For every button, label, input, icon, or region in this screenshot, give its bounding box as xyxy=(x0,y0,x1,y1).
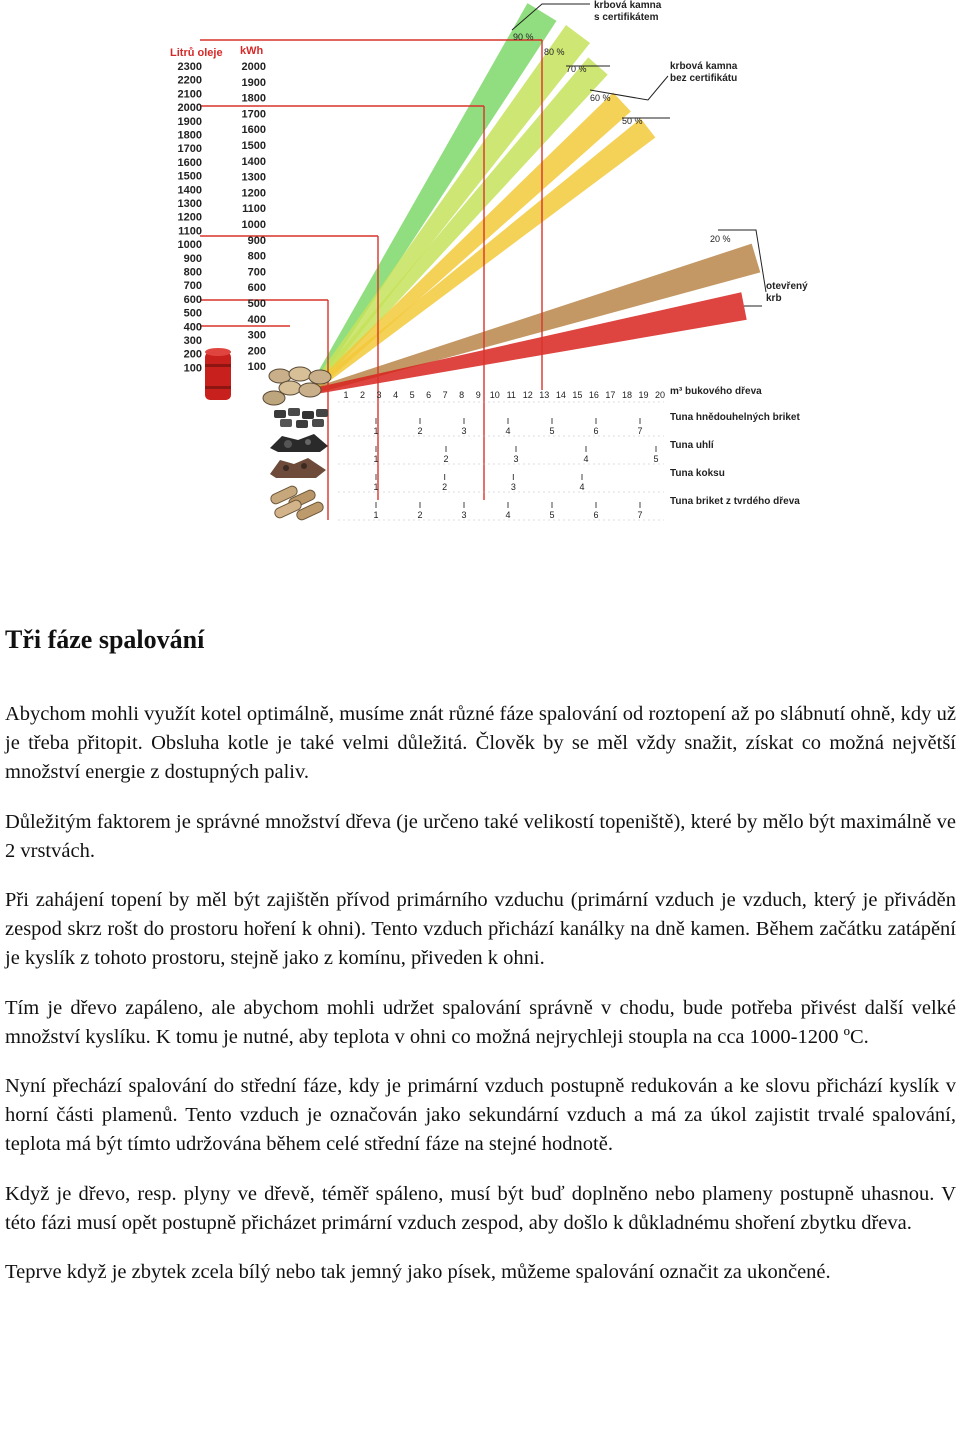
fuel-tick: 1 xyxy=(343,390,349,400)
certified-stove-label-2: s certifikátem xyxy=(594,12,659,23)
fuel-row-label: m³ bukového dřeva xyxy=(670,386,762,397)
liters-tick: 900 xyxy=(183,252,202,265)
fuel-tick: 8 xyxy=(459,390,465,400)
fuel-tick: 19 xyxy=(638,390,649,400)
paragraph-2: Důležitým faktorem je správné množství dřeva (je určeno také velikostí topeniště), které by mělo být maximálně ve 2 vrstvách. xyxy=(5,810,956,862)
fuel-tick: 1 xyxy=(373,510,379,520)
fuel-row-label: Tuna koksu xyxy=(670,468,725,479)
liters-tick: 2200 xyxy=(177,74,202,87)
liters-tick: 600 xyxy=(183,293,202,306)
paragraph-3: Při zahájení topení by měl být zajištěn přívod primárního vzduchu (primární vzduch je vzduch, který je přiváděn zespod skrz rošt do prostoru hoření k ohni). Tento vzduch přichází kanálky na dně kamen. Během začátku zatápění je kyslík z tohoto prostoru, stejně jako z komínu, přiveden k ohni. xyxy=(5,889,956,970)
coal-pile-icon xyxy=(270,434,328,452)
fuel-tick: 20 xyxy=(654,390,666,400)
fuel-tick: 3 xyxy=(461,510,467,520)
liters-oil-header: Litrů oleje xyxy=(170,47,223,59)
fuel-tick: 2 xyxy=(417,426,423,436)
paragraph-5: Nyní přechází spalování do střední fáze, kdy je primární vzduch postupně redukován a ke slovu přichází kyslík v horní části plamenů. Tento vzduch je označován jako sekundární vzduch a má za úkol zajistit trvalé spalování, teplota má být tímto udržována během celé střední fáze na stejné hodnotě. xyxy=(5,1075,956,1156)
liters-tick: 1300 xyxy=(177,198,202,210)
paragraph-4: Tím je dřevo zapáleno, ale abychom mohli udržet spalování správně v chodu, bude potřeba přivést další velké množství kyslíku. K tomu je nutné, aby teplota v ohni co možná nejrychleji stoupla na cca 1000-1200 ºC. xyxy=(5,996,956,1048)
liters-tick: 1000 xyxy=(177,239,202,252)
fuel-tick: 5 xyxy=(653,454,659,464)
open-fireplace-label-2: krb xyxy=(766,293,782,304)
percent-label-60: 60 % xyxy=(590,93,611,103)
fuel-tick: 3 xyxy=(376,390,382,400)
liters-tick: 1700 xyxy=(177,143,202,156)
liters-tick: 1400 xyxy=(177,184,202,197)
coke-pile-icon xyxy=(270,458,326,478)
uncertified-stove-label-1: krbová kamna xyxy=(670,61,738,72)
liters-tick: 1800 xyxy=(177,129,202,142)
kwh-tick: 700 xyxy=(247,266,266,279)
kwh-tick: 1500 xyxy=(241,140,266,152)
paragraph-1: Abychom mohli využít kotel optimálně, musíme znát různé fáze spalování od roztopení až po slábnutí ohně, kdy už je třeba přitopit. Obsluha kotle je také velmi důležitá. Člověk by se měl vždy snažit, získat co možná největší množství energie z dostupných paliv. xyxy=(5,703,956,784)
kwh-tick: 1300 xyxy=(241,171,266,184)
liters-tick: 1200 xyxy=(177,211,202,224)
fuel-tick: 1 xyxy=(373,482,379,492)
fuel-tick: 2 xyxy=(417,510,423,520)
fuel-tick: 7 xyxy=(637,510,643,520)
article-body xyxy=(5,700,956,1307)
percent-label-80: 80 % xyxy=(544,47,565,57)
fuel-tick: 18 xyxy=(621,390,632,400)
fuel-tick: 4 xyxy=(393,390,399,400)
fuel-tick: 9 xyxy=(475,390,481,400)
energy-comparison-figure xyxy=(170,0,820,524)
percent-label-20: 20 % xyxy=(710,234,731,244)
fuel-tick: 6 xyxy=(593,426,599,436)
kwh-tick: 800 xyxy=(247,250,266,263)
fuel-tick: 10 xyxy=(489,390,500,400)
fuel-tick: 16 xyxy=(588,390,599,400)
fuel-tick: 14 xyxy=(555,390,566,400)
fuel-tick: 13 xyxy=(539,390,550,400)
kwh-tick: 1000 xyxy=(241,219,266,231)
certified-stove-label-1: krbová kamna xyxy=(594,0,662,11)
section-heading: Tři fáze spalování xyxy=(5,625,205,654)
fuel-tick: 7 xyxy=(442,390,448,400)
kwh-tick: 1900 xyxy=(241,76,266,89)
kwh-tick: 200 xyxy=(247,345,266,358)
liters-tick: 2000 xyxy=(177,102,202,115)
fuel-row-label: Tuna uhlí xyxy=(670,440,714,451)
liters-tick: 2100 xyxy=(177,88,202,101)
paragraph-7: Teprve když je zbytek zcela bílý nebo tak jemný jako písek, můžeme spalování označit za ukončené. xyxy=(5,1261,831,1284)
fuel-scales xyxy=(338,386,800,520)
percent-label-70: 70 % xyxy=(566,64,587,74)
fuel-tick: 6 xyxy=(593,510,599,520)
oil-barrel-icon xyxy=(205,348,231,400)
kwh-tick: 100 xyxy=(247,361,266,374)
fuel-tick: 5 xyxy=(549,426,555,436)
fuel-tick: 4 xyxy=(505,510,511,520)
kwh-tick: 300 xyxy=(247,329,266,342)
kwh-tick: 600 xyxy=(247,282,266,295)
fuel-tick: 4 xyxy=(583,454,589,464)
fuel-tick: 2 xyxy=(360,390,366,400)
kwh-tick: 1200 xyxy=(241,187,266,200)
fuel-tick: 1 xyxy=(373,426,379,436)
percent-label-50: 50 % xyxy=(622,116,643,126)
liters-tick: 1100 xyxy=(178,225,202,238)
fuel-tick: 4 xyxy=(505,426,511,436)
fuel-tick: 1 xyxy=(373,454,379,464)
hardwood-briquettes-icon xyxy=(269,485,325,522)
fuel-tick: 7 xyxy=(637,426,643,436)
kwh-tick: 1800 xyxy=(241,92,266,105)
fuel-tick: 3 xyxy=(510,482,516,492)
fuel-tick: 12 xyxy=(522,390,533,400)
liters-tick: 300 xyxy=(183,335,202,347)
liters-tick: 1900 xyxy=(177,115,202,128)
kwh-tick: 1400 xyxy=(241,155,266,168)
kwh-tick: 1600 xyxy=(241,124,266,137)
kwh-tick: 2000 xyxy=(241,61,266,73)
kwh-tick: 900 xyxy=(247,234,266,247)
fuel-tick: 11 xyxy=(506,390,516,400)
fuel-tick: 3 xyxy=(513,454,519,464)
fuel-tick: 2 xyxy=(443,454,449,464)
fuel-tick: 2 xyxy=(442,482,448,492)
fuel-tick: 15 xyxy=(572,390,583,400)
fuel-row-label: Tuna briket z tvrdého dřeva xyxy=(670,496,800,507)
fuel-tick: 5 xyxy=(409,390,415,400)
fuel-row-label: Tuna hnědouhelných briket xyxy=(670,412,800,423)
figure-drawing xyxy=(170,0,820,524)
liters-tick: 700 xyxy=(183,280,202,293)
paragraph-6: Když je dřevo, resp. plyny ve dřevě, téměř spáleno, musí být buď doplněno nebo plameny postupně uhasnou. V této fázi musí opět postupně přicházet primární vzduch zespod, aby došlo k důkladnému shoření zbytku dřeva. xyxy=(5,1182,956,1234)
liters-scale xyxy=(178,61,202,374)
liters-tick: 500 xyxy=(183,307,202,320)
open-fireplace-label-1: otevřený xyxy=(766,281,808,292)
kwh-tick: 1100 xyxy=(242,203,266,216)
fuel-tick: 3 xyxy=(461,426,467,436)
kwh-tick: 400 xyxy=(247,313,266,326)
kwh-tick: 1700 xyxy=(241,108,266,121)
fuel-tick: 6 xyxy=(426,390,432,400)
kwh-header: kWh xyxy=(240,45,264,57)
percent-label-90: 90 % xyxy=(513,32,534,42)
liters-tick: 800 xyxy=(183,266,202,279)
kwh-tick: 500 xyxy=(247,298,266,310)
fuel-tick: 4 xyxy=(579,482,585,492)
liters-tick: 2300 xyxy=(177,61,202,73)
liters-tick: 1600 xyxy=(177,156,202,169)
liters-tick: 200 xyxy=(183,348,202,361)
liters-tick: 400 xyxy=(183,321,202,334)
fuel-tick: 17 xyxy=(605,390,616,400)
liters-tick: 100 xyxy=(183,362,202,375)
lignite-briquettes-icon xyxy=(274,408,328,428)
fuel-tick: 5 xyxy=(549,510,555,520)
liters-tick: 1500 xyxy=(177,170,202,183)
uncertified-stove-label-2: bez certifikátu xyxy=(670,73,738,84)
